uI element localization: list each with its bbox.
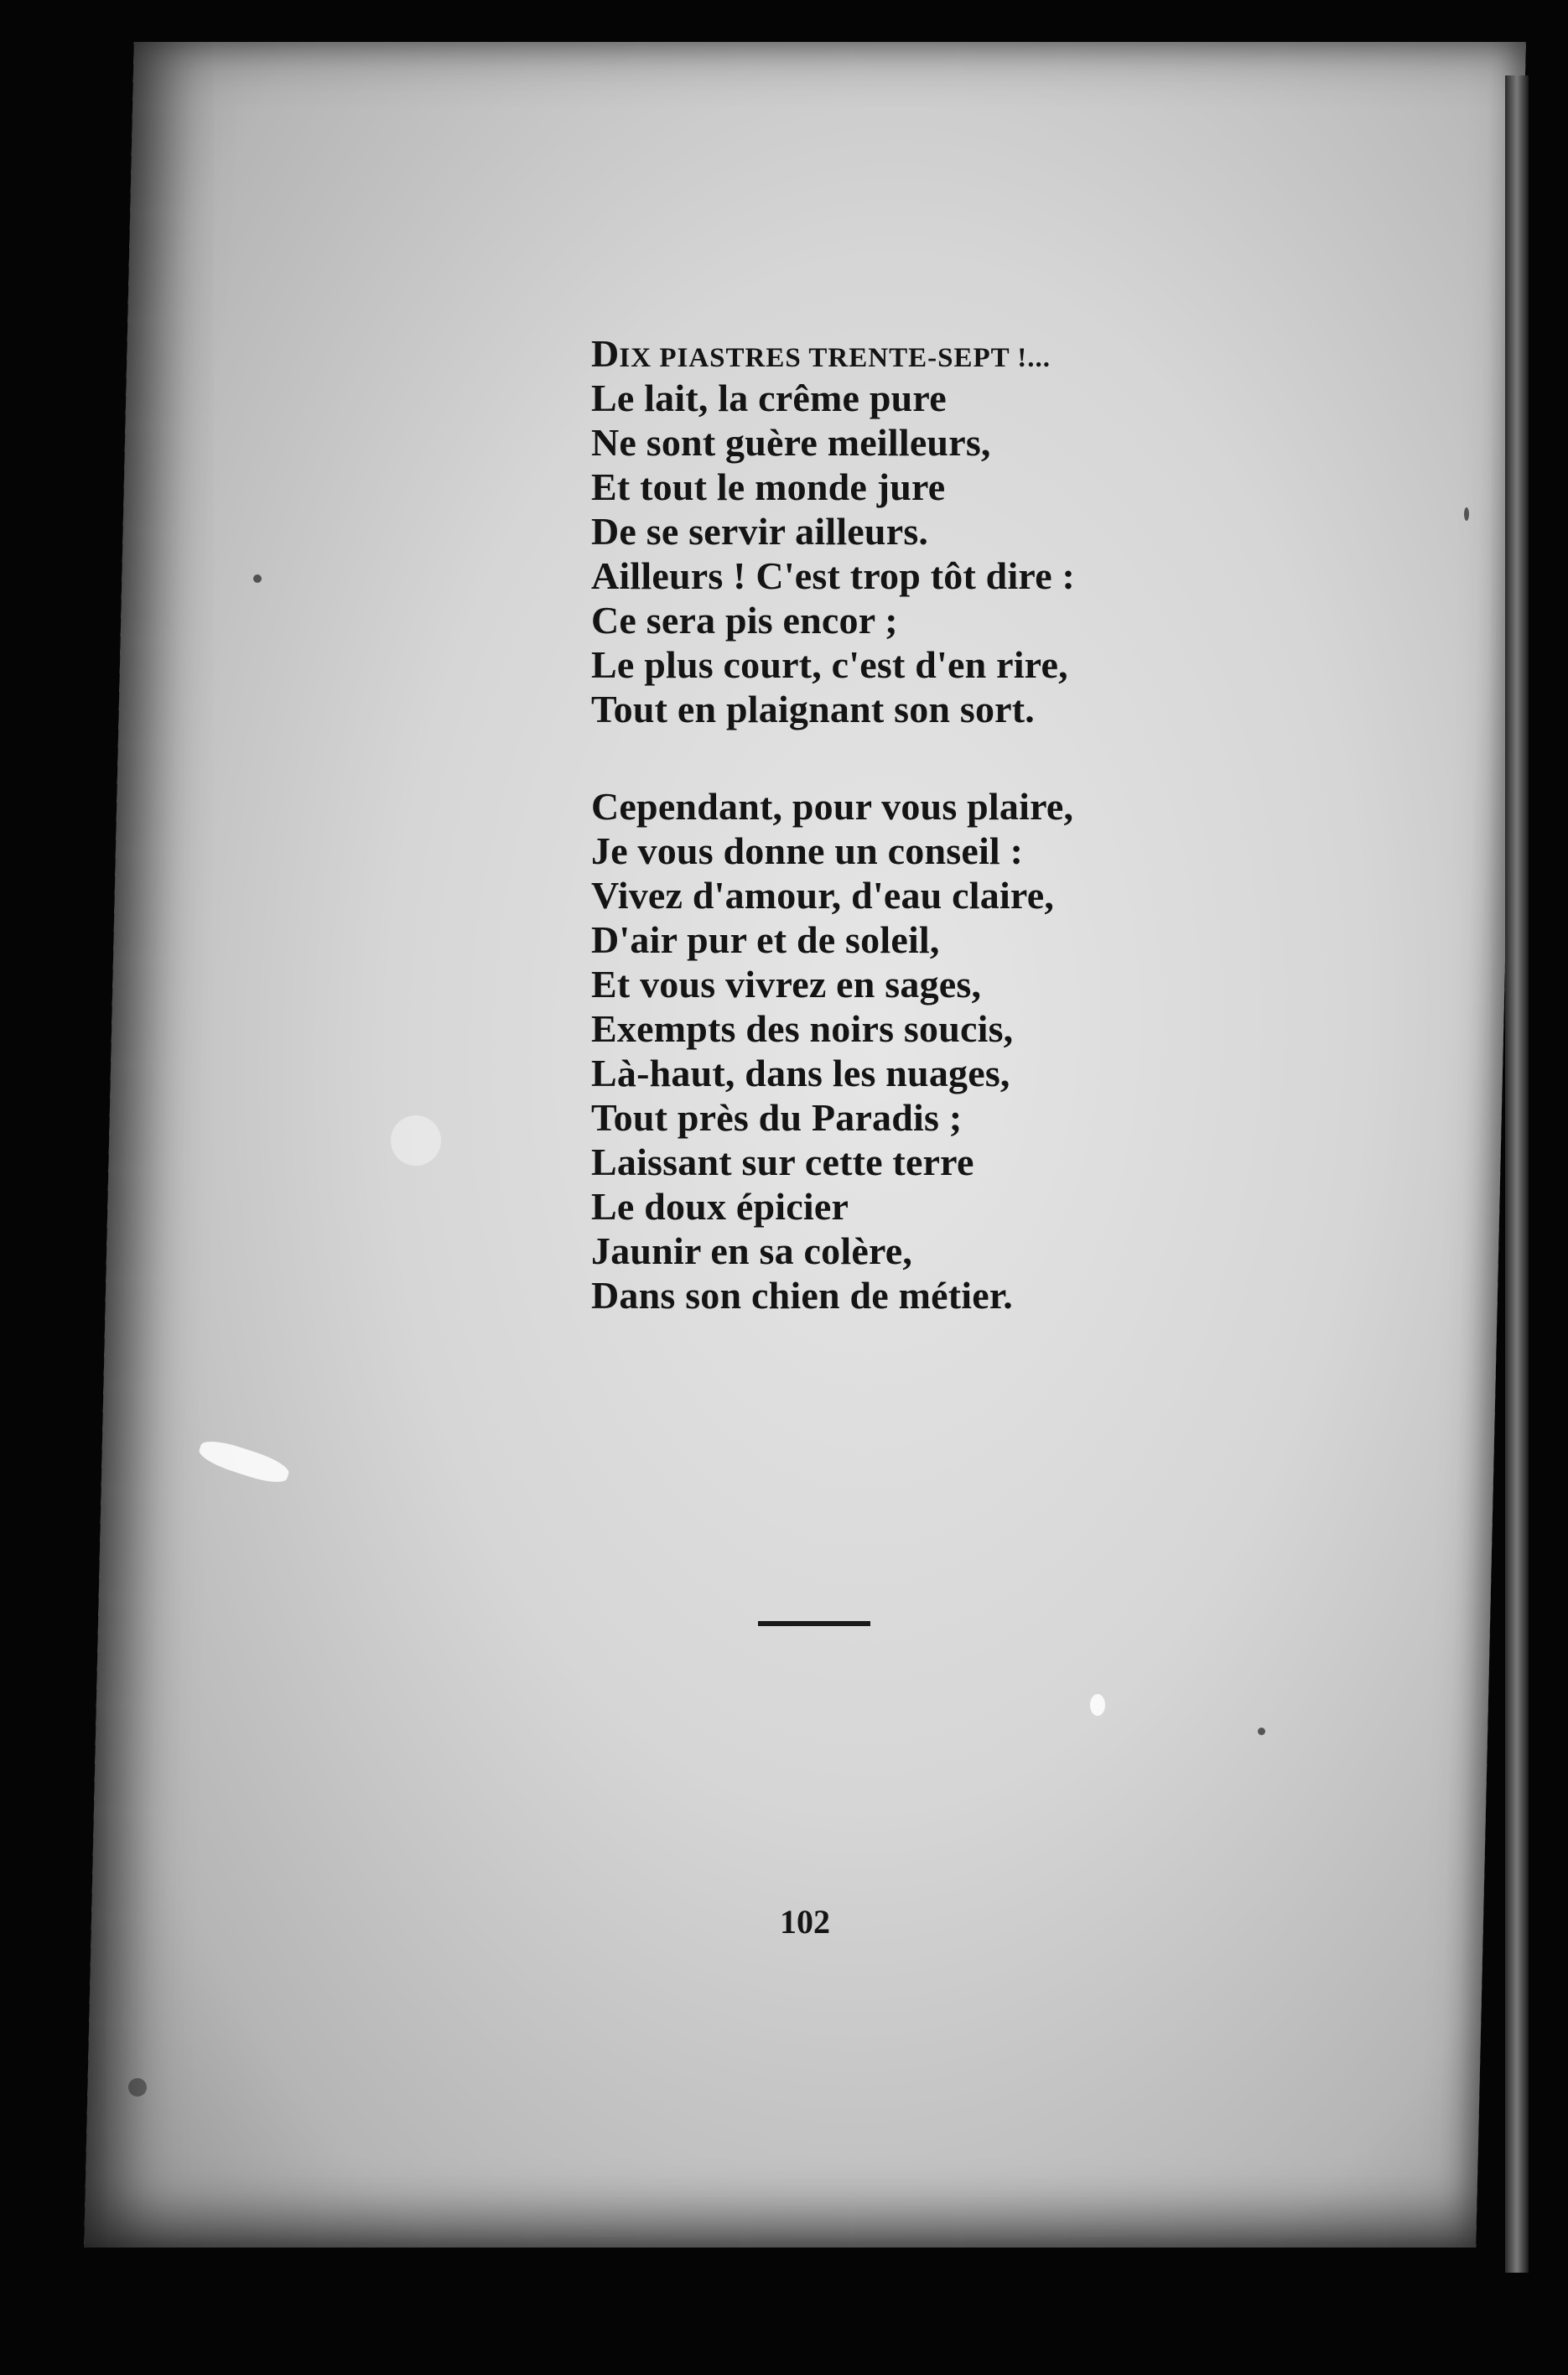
poem-line: Vivez d'amour, d'eau claire, <box>591 874 1055 917</box>
poem-line: Exempts des noirs soucis, <box>591 1007 1014 1050</box>
poem-line: Le doux épicier <box>591 1185 849 1228</box>
scan-blemish <box>391 1115 441 1166</box>
poem-line: Ce sera pis encor ; <box>591 599 898 642</box>
scan-blemish <box>1464 507 1469 521</box>
title-initial: D <box>591 332 620 375</box>
poem-line: Et vous vivrez en sages, <box>591 963 982 1006</box>
poem-line: Je vous donne un conseil : <box>591 829 1024 872</box>
stanza-1 <box>591 376 1075 731</box>
poem-line: Jaunir en sa colère, <box>591 1229 913 1272</box>
scan-blemish <box>253 574 262 583</box>
stanza-2 <box>591 784 1075 1317</box>
poem-line: D'air pur et de soleil, <box>591 918 940 961</box>
poem-line: Dans son chien de métier. <box>591 1274 1013 1317</box>
scan-blemish <box>1258 1728 1265 1735</box>
page-number: 102 <box>780 1903 830 1941</box>
end-rule <box>758 1621 870 1626</box>
scan-blemish <box>128 2078 147 2097</box>
poem-line: Cependant, pour vous plaire, <box>591 785 1074 828</box>
poem-line: De se servir ailleurs. <box>591 510 929 553</box>
poem-line-title <box>591 331 1075 376</box>
title-rest: IX PIASTRES TRENTE-SEPT !... <box>619 343 1051 373</box>
poem-line: Tout en plaignant son sort. <box>591 688 1036 730</box>
poem-line: Ailleurs ! C'est trop tôt dire : <box>591 554 1076 597</box>
poem-line: Laissant sur cette terre <box>591 1141 974 1183</box>
poem-line: Le lait, la crême pure <box>591 377 947 419</box>
poem-line: Là-haut, dans les nuages, <box>591 1052 1010 1094</box>
poem-line: Ne sont guère meilleurs, <box>591 421 991 464</box>
scan-blemish <box>1090 1694 1105 1716</box>
poem-line: Le plus court, c'est d'en rire, <box>591 643 1068 686</box>
poem-line: Et tout le monde jure <box>591 465 946 508</box>
poem-text <box>591 331 1075 1317</box>
page-edge <box>1505 75 1529 2273</box>
stanza-break <box>591 731 1075 784</box>
poem-line: Tout près du Paradis ; <box>591 1096 963 1139</box>
